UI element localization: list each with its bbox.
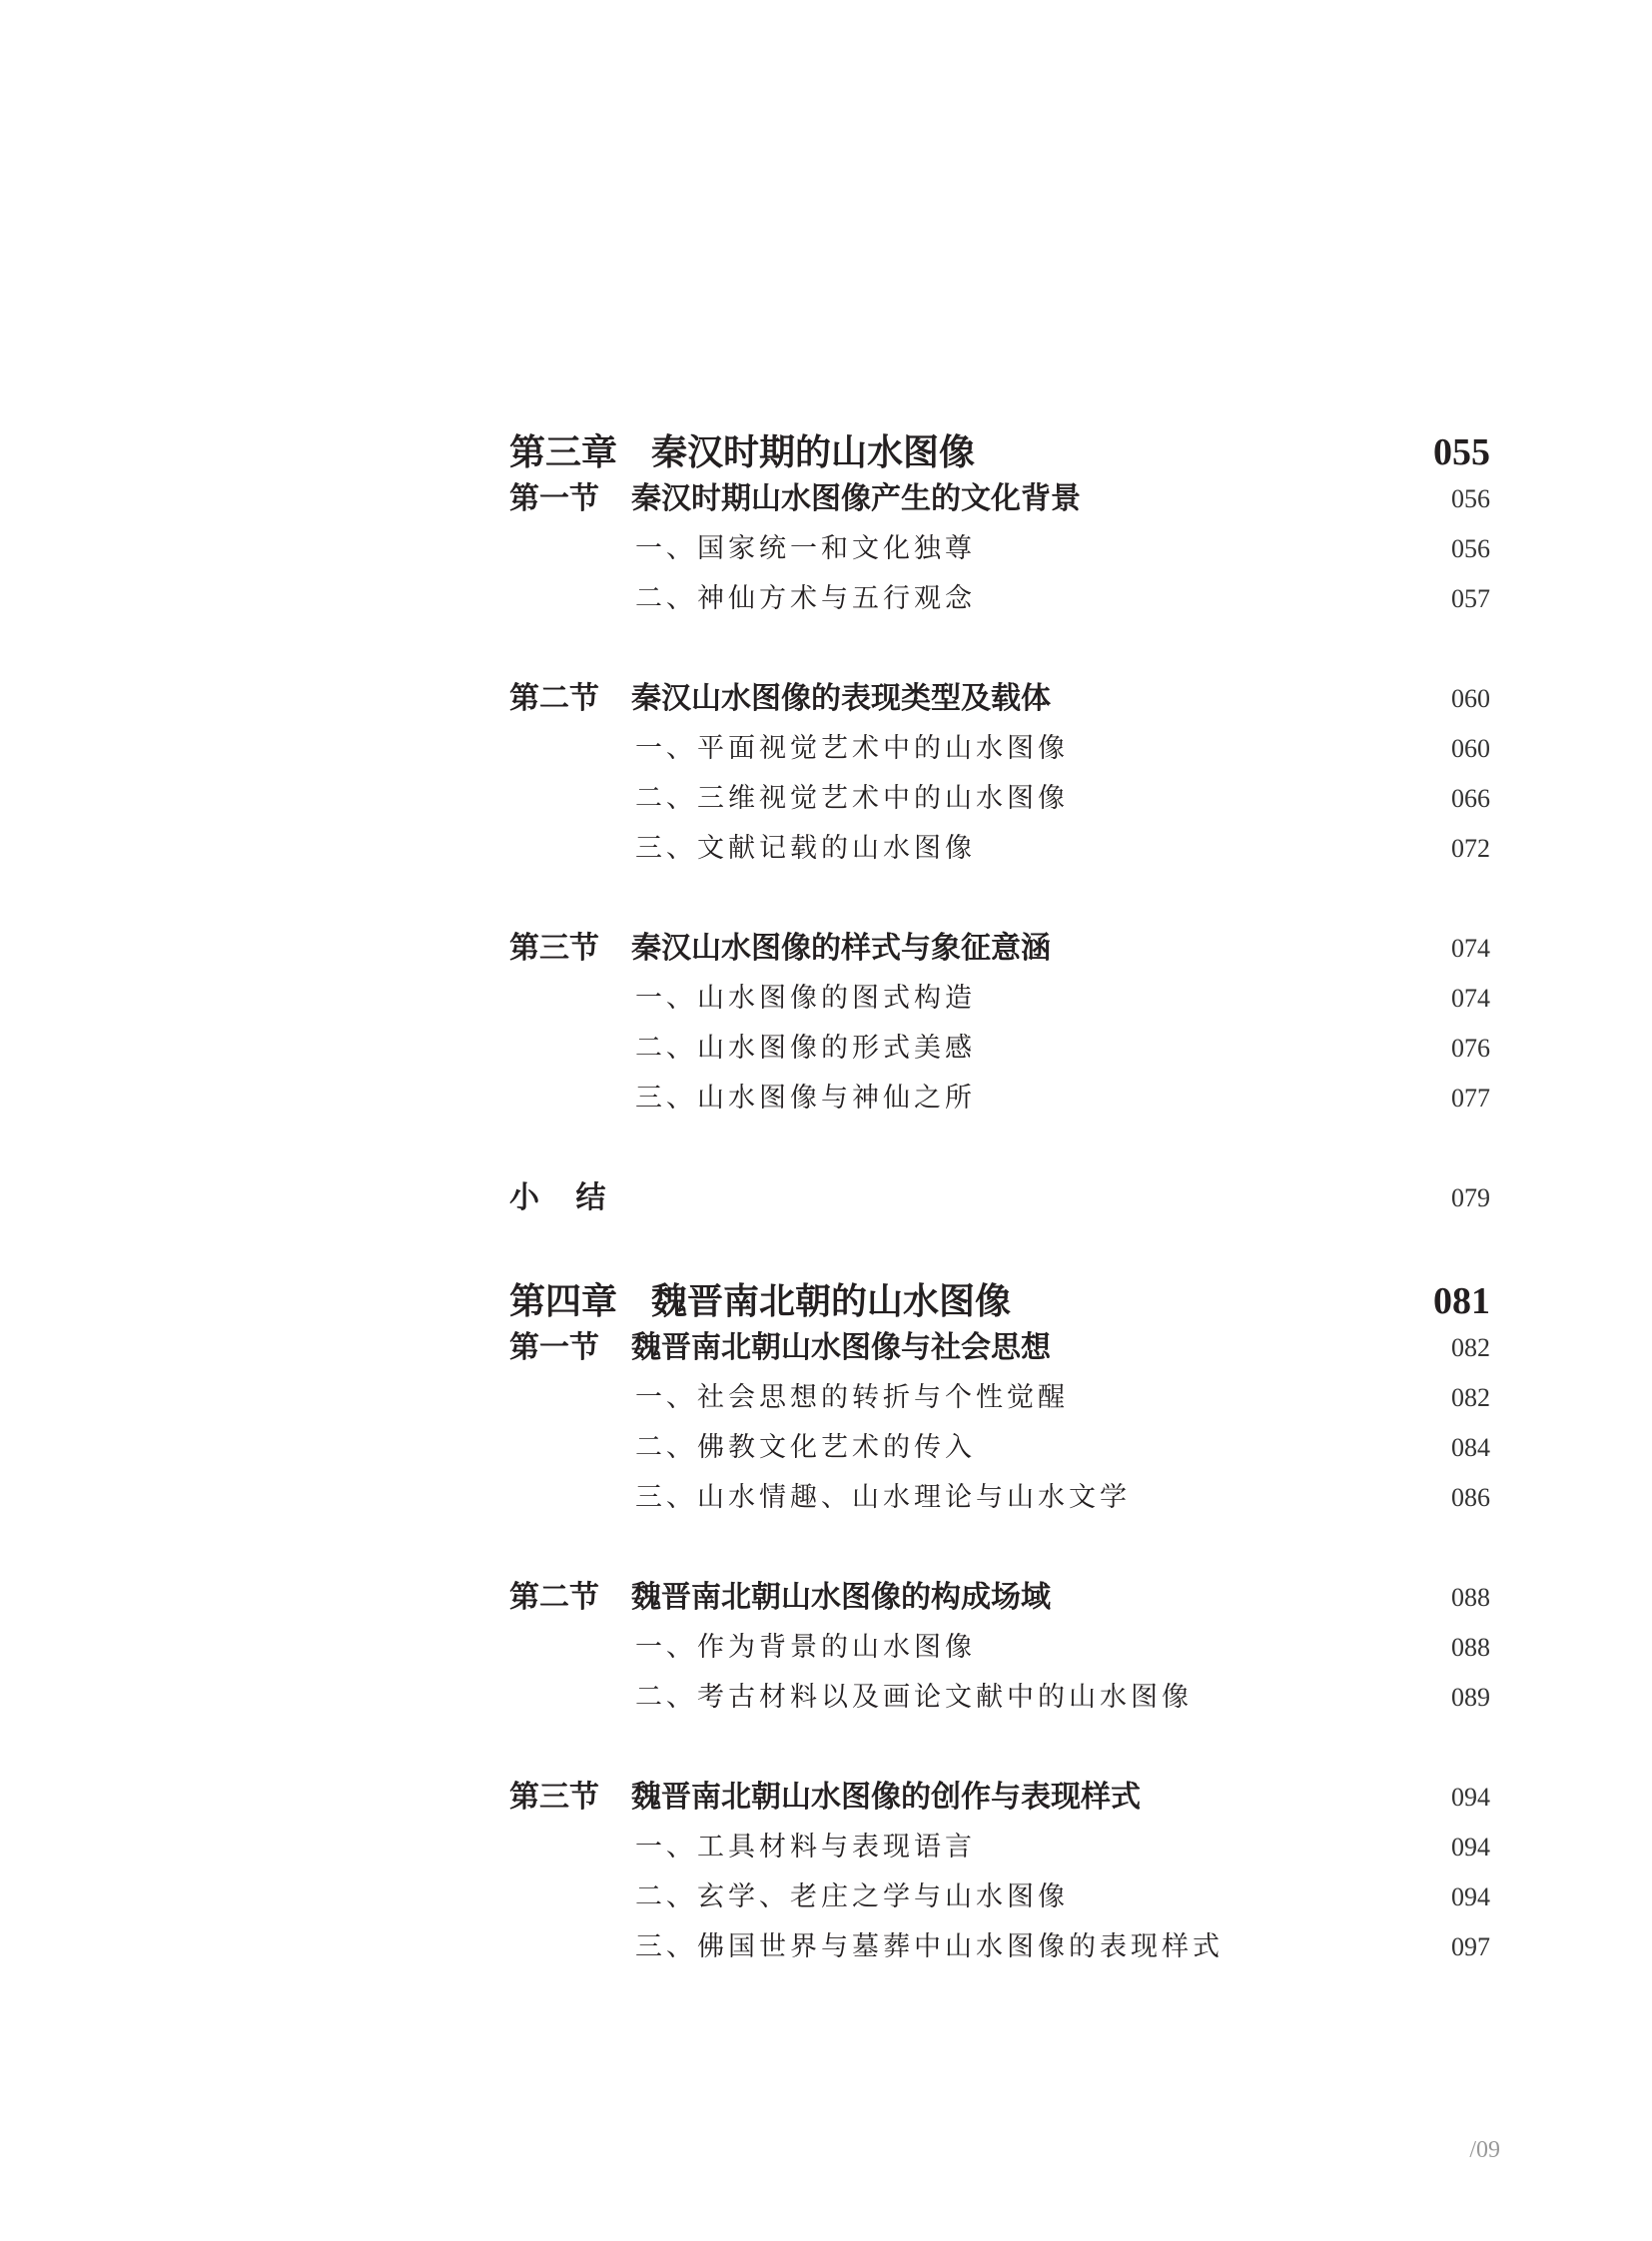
item-title: 山水情趣、山水理论与山水文学	[697, 1482, 1131, 1513]
toc-item[interactable]	[0, 1074, 1652, 1123]
item-number: 一、	[635, 733, 697, 764]
item-title: 神仙方术与五行观念	[697, 583, 976, 614]
toc-item[interactable]	[0, 1673, 1652, 1723]
item-page-number: 072	[1451, 834, 1490, 863]
toc-item[interactable]	[0, 1823, 1652, 1872]
item-title: 佛国世界与墓葬中山水图像的表现样式	[697, 1931, 1224, 1962]
chapter-page-number: 081	[1433, 1280, 1490, 1322]
item-title: 工具材料与表现语言	[697, 1832, 976, 1863]
toc-chapter[interactable]	[0, 1276, 1652, 1326]
section-number: 第一节	[509, 1330, 599, 1365]
summary-page-number: 079	[1451, 1183, 1490, 1212]
item-title: 玄学、老庄之学与山水图像	[697, 1881, 1069, 1912]
item-number: 一、	[635, 1382, 697, 1413]
item-number: 三、	[635, 1482, 697, 1513]
chapter-title: 秦汉时期的山水图像	[651, 431, 976, 473]
item-number: 一、	[635, 1832, 697, 1863]
item-title: 考古材料以及画论文献中的山水图像	[697, 1682, 1193, 1713]
item-page-number: 056	[1451, 534, 1490, 563]
section-number: 第一节	[509, 481, 599, 516]
toc-item[interactable]	[0, 524, 1652, 574]
toc-summary[interactable]	[0, 1173, 1652, 1223]
section-title: 秦汉时期山水图像产生的文化背景	[631, 481, 1081, 516]
item-page-number: 086	[1451, 1483, 1490, 1512]
item-page-number: 088	[1451, 1633, 1490, 1662]
toc-item[interactable]	[0, 1373, 1652, 1423]
section-page-number: 074	[1451, 934, 1490, 963]
toc-item[interactable]	[0, 774, 1652, 824]
chapter-title: 魏晋南北朝的山水图像	[651, 1280, 1012, 1322]
item-page-number: 094	[1451, 1882, 1490, 1911]
toc-item[interactable]	[0, 1423, 1652, 1473]
toc-chapter[interactable]	[0, 427, 1652, 477]
item-page-number: 076	[1451, 1034, 1490, 1063]
section-title: 魏晋南北朝山水图像与社会思想	[631, 1330, 1051, 1365]
toc-item[interactable]	[0, 574, 1652, 624]
item-page-number: 057	[1451, 584, 1490, 613]
page-number: /09	[1469, 2137, 1500, 2163]
section-number: 第三节	[509, 1780, 599, 1815]
item-title: 文献记载的山水图像	[697, 833, 976, 864]
item-title: 社会思想的转折与个性觉醒	[697, 1382, 1069, 1413]
item-title: 山水图像与神仙之所	[697, 1083, 976, 1114]
item-number: 一、	[635, 983, 697, 1014]
section-page-number: 060	[1451, 684, 1490, 713]
toc-section[interactable]	[0, 474, 1652, 524]
item-page-number: 066	[1451, 784, 1490, 813]
item-page-number: 097	[1451, 1932, 1490, 1961]
item-number: 二、	[635, 783, 697, 814]
toc-item[interactable]	[0, 974, 1652, 1024]
chapter-number: 第三章	[509, 431, 618, 473]
toc-item[interactable]	[0, 1473, 1652, 1523]
section-title: 秦汉山水图像的样式与象征意涵	[631, 931, 1051, 966]
section-page-number: 088	[1451, 1583, 1490, 1612]
toc-section[interactable]	[0, 924, 1652, 974]
toc-item[interactable]	[0, 1922, 1652, 1972]
item-number: 一、	[635, 533, 697, 564]
item-title: 山水图像的图式构造	[697, 983, 976, 1014]
item-title: 国家统一和文化独尊	[697, 533, 976, 564]
section-page-number: 082	[1451, 1333, 1490, 1362]
item-page-number: 084	[1451, 1433, 1490, 1462]
item-title: 山水图像的形式美感	[697, 1033, 976, 1064]
summary-title: 小 结	[509, 1180, 606, 1215]
item-number: 三、	[635, 1931, 697, 1962]
chapter-number: 第四章	[509, 1280, 618, 1322]
toc-section[interactable]	[0, 1573, 1652, 1623]
item-number: 二、	[635, 1682, 697, 1713]
toc-item[interactable]	[0, 1623, 1652, 1673]
section-title: 秦汉山水图像的表现类型及载体	[631, 681, 1051, 716]
item-number: 一、	[635, 1632, 697, 1663]
item-page-number: 074	[1451, 984, 1490, 1013]
section-title: 魏晋南北朝山水图像的构成场域	[631, 1580, 1051, 1615]
toc-item[interactable]	[0, 1872, 1652, 1922]
item-number: 三、	[635, 1083, 697, 1114]
item-page-number: 094	[1451, 1833, 1490, 1862]
item-number: 二、	[635, 1881, 697, 1912]
item-title: 作为背景的山水图像	[697, 1632, 976, 1663]
toc-section[interactable]	[0, 1773, 1652, 1823]
item-page-number: 082	[1451, 1383, 1490, 1412]
item-page-number: 060	[1451, 734, 1490, 763]
item-number: 二、	[635, 1033, 697, 1064]
section-number: 第二节	[509, 681, 599, 716]
toc-section[interactable]	[0, 1323, 1652, 1373]
item-number: 二、	[635, 583, 697, 614]
section-number: 第三节	[509, 931, 599, 966]
chapter-page-number: 055	[1433, 431, 1490, 473]
section-number: 第二节	[509, 1580, 599, 1615]
item-page-number: 089	[1451, 1683, 1490, 1712]
section-page-number: 094	[1451, 1783, 1490, 1812]
toc-item[interactable]	[0, 724, 1652, 774]
item-number: 二、	[635, 1432, 697, 1463]
item-title: 佛教文化艺术的传入	[697, 1432, 976, 1463]
toc-item[interactable]	[0, 824, 1652, 874]
toc-section[interactable]	[0, 674, 1652, 724]
item-number: 三、	[635, 833, 697, 864]
item-page-number: 077	[1451, 1084, 1490, 1113]
item-title: 三维视觉艺术中的山水图像	[697, 783, 1069, 814]
toc-item[interactable]	[0, 1024, 1652, 1074]
item-title: 平面视觉艺术中的山水图像	[697, 733, 1069, 764]
section-page-number: 056	[1451, 484, 1490, 513]
section-title: 魏晋南北朝山水图像的创作与表现样式	[631, 1780, 1141, 1815]
